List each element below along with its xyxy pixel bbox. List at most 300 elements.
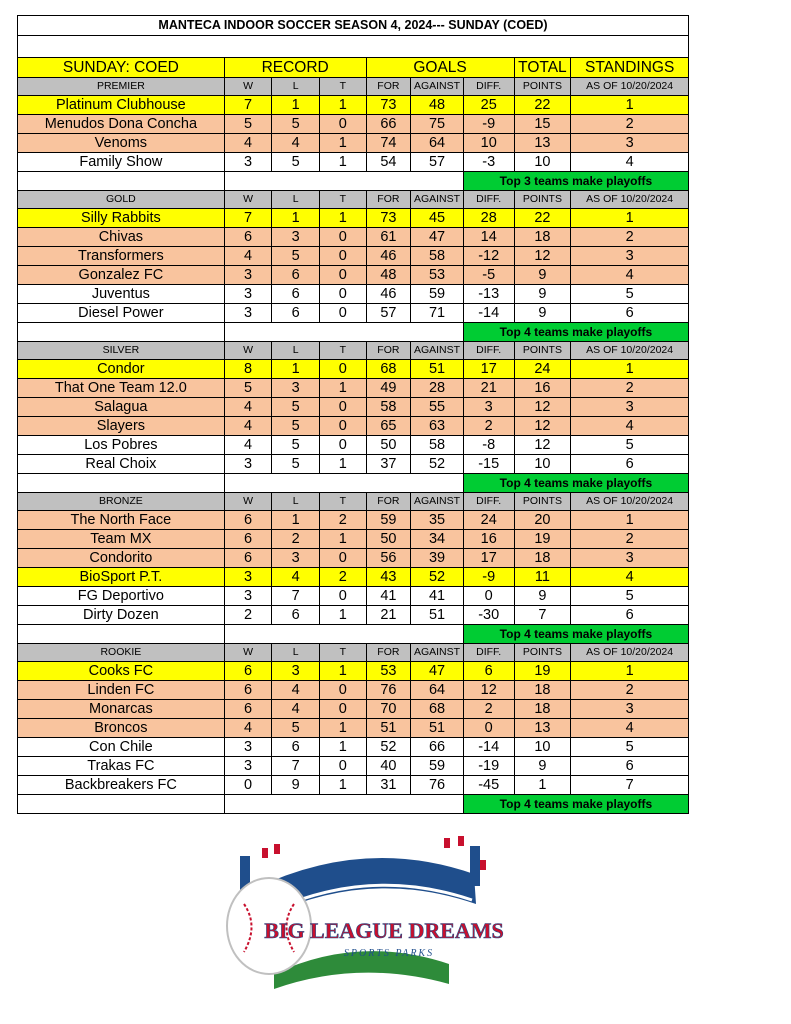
stat-for: 70 [366, 700, 411, 719]
stat-l: 9 [272, 776, 320, 795]
team-name: Dirty Dozen [18, 606, 225, 625]
team-name: Silly Rabbits [18, 209, 225, 228]
team-row [18, 398, 689, 417]
stat-against: 64 [411, 134, 464, 153]
stat-w: 3 [224, 266, 272, 285]
column-label: AS OF 10/20/2024 [571, 644, 689, 662]
stat-rank: 6 [571, 455, 689, 474]
stat-w: 4 [224, 417, 272, 436]
empty-cell [18, 795, 225, 814]
stat-against: 52 [411, 455, 464, 474]
stat-points: 22 [514, 96, 571, 115]
stat-against: 39 [411, 549, 464, 568]
stat-diff: -9 [463, 568, 514, 587]
division-name: SILVER [18, 342, 225, 360]
team-name: That One Team 12.0 [18, 379, 225, 398]
stat-diff: 2 [463, 700, 514, 719]
stat-points: 10 [514, 455, 571, 474]
stat-against: 63 [411, 417, 464, 436]
stat-points: 10 [514, 738, 571, 757]
team-row [18, 681, 689, 700]
stat-against: 68 [411, 700, 464, 719]
stat-points: 16 [514, 379, 571, 398]
stat-for: 51 [366, 719, 411, 738]
stat-t: 1 [319, 776, 366, 795]
stat-points: 18 [514, 228, 571, 247]
stat-w: 8 [224, 360, 272, 379]
team-name: Slayers [18, 417, 225, 436]
team-name: Condor [18, 360, 225, 379]
column-label: FOR [366, 644, 411, 662]
stat-for: 43 [366, 568, 411, 587]
stat-for: 50 [366, 530, 411, 549]
team-name: Linden FC [18, 681, 225, 700]
team-row [18, 247, 689, 266]
stat-l: 7 [272, 757, 320, 776]
stat-against: 66 [411, 738, 464, 757]
stat-t: 1 [319, 530, 366, 549]
stat-for: 59 [366, 511, 411, 530]
stat-against: 47 [411, 228, 464, 247]
stat-w: 7 [224, 209, 272, 228]
stat-points: 13 [514, 719, 571, 738]
stat-rank: 3 [571, 247, 689, 266]
stat-l: 7 [272, 587, 320, 606]
column-label: AS OF 10/20/2024 [571, 78, 689, 96]
stat-w: 2 [224, 606, 272, 625]
stat-w: 3 [224, 587, 272, 606]
empty-cell [18, 172, 225, 191]
stat-t: 1 [319, 738, 366, 757]
column-label: W [224, 191, 272, 209]
stat-t: 2 [319, 511, 366, 530]
division-header-row [18, 493, 689, 511]
stat-points: 12 [514, 436, 571, 455]
stat-t: 0 [319, 247, 366, 266]
stat-w: 6 [224, 511, 272, 530]
stat-w: 4 [224, 398, 272, 417]
big-league-dreams-logo [214, 834, 504, 994]
record-header: RECORD [224, 58, 366, 78]
column-label: W [224, 644, 272, 662]
team-name: The North Face [18, 511, 225, 530]
stat-against: 76 [411, 776, 464, 795]
column-label: DIFF. [463, 78, 514, 96]
stat-rank: 3 [571, 700, 689, 719]
stat-l: 3 [272, 662, 320, 681]
stat-t: 0 [319, 266, 366, 285]
stat-for: 74 [366, 134, 411, 153]
stat-l: 4 [272, 134, 320, 153]
stat-t: 0 [319, 417, 366, 436]
stat-against: 59 [411, 757, 464, 776]
stat-l: 2 [272, 530, 320, 549]
stat-against: 51 [411, 360, 464, 379]
stat-diff: 16 [463, 530, 514, 549]
standings-header: STANDINGS [571, 58, 689, 78]
column-label: DIFF. [463, 191, 514, 209]
stat-rank: 4 [571, 153, 689, 172]
stat-for: 73 [366, 96, 411, 115]
stat-t: 0 [319, 549, 366, 568]
stat-w: 7 [224, 96, 272, 115]
empty-cell [224, 323, 463, 342]
team-name: Gonzalez FC [18, 266, 225, 285]
empty-cell [224, 474, 463, 493]
division-header-row [18, 191, 689, 209]
column-label: FOR [366, 191, 411, 209]
stat-against: 45 [411, 209, 464, 228]
stat-diff: -5 [463, 266, 514, 285]
empty-cell [18, 474, 225, 493]
stat-for: 53 [366, 662, 411, 681]
stat-diff: -13 [463, 285, 514, 304]
stat-for: 21 [366, 606, 411, 625]
total-header: TOTAL [514, 58, 571, 78]
stat-diff: 24 [463, 511, 514, 530]
division-header-row [18, 78, 689, 96]
column-label: W [224, 493, 272, 511]
stat-against: 47 [411, 662, 464, 681]
stat-for: 50 [366, 436, 411, 455]
stat-against: 64 [411, 681, 464, 700]
stat-diff: -45 [463, 776, 514, 795]
team-row [18, 134, 689, 153]
stat-rank: 1 [571, 662, 689, 681]
stat-w: 3 [224, 568, 272, 587]
standings-table [17, 15, 689, 814]
stat-t: 1 [319, 134, 366, 153]
team-row [18, 549, 689, 568]
team-name: Venoms [18, 134, 225, 153]
stat-rank: 5 [571, 587, 689, 606]
stat-for: 56 [366, 549, 411, 568]
team-name: FG Deportivo [18, 587, 225, 606]
stat-points: 18 [514, 700, 571, 719]
stat-t: 1 [319, 455, 366, 474]
team-row [18, 757, 689, 776]
stat-w: 0 [224, 776, 272, 795]
stat-against: 57 [411, 153, 464, 172]
stat-t: 0 [319, 436, 366, 455]
stat-rank: 2 [571, 681, 689, 700]
stat-against: 75 [411, 115, 464, 134]
stat-w: 6 [224, 662, 272, 681]
team-row [18, 530, 689, 549]
stat-t: 1 [319, 209, 366, 228]
stat-points: 9 [514, 757, 571, 776]
stat-points: 7 [514, 606, 571, 625]
stat-l: 5 [272, 436, 320, 455]
stat-w: 6 [224, 530, 272, 549]
stat-for: 73 [366, 209, 411, 228]
stat-points: 9 [514, 285, 571, 304]
stat-rank: 3 [571, 134, 689, 153]
stat-points: 22 [514, 209, 571, 228]
stat-w: 6 [224, 228, 272, 247]
stat-t: 1 [319, 379, 366, 398]
column-label: AGAINST [411, 493, 464, 511]
column-label: T [319, 342, 366, 360]
team-row [18, 606, 689, 625]
stat-rank: 5 [571, 436, 689, 455]
stat-l: 3 [272, 228, 320, 247]
stat-l: 5 [272, 153, 320, 172]
empty-cell [224, 625, 463, 644]
stat-l: 6 [272, 606, 320, 625]
stat-t: 0 [319, 587, 366, 606]
stat-l: 3 [272, 549, 320, 568]
team-row [18, 455, 689, 474]
stat-for: 37 [366, 455, 411, 474]
stat-w: 3 [224, 757, 272, 776]
stat-w: 3 [224, 304, 272, 323]
stat-points: 19 [514, 530, 571, 549]
column-label: L [272, 342, 320, 360]
playoff-note: Top 4 teams make playoffs [463, 795, 688, 814]
stat-against: 51 [411, 606, 464, 625]
stat-rank: 7 [571, 776, 689, 795]
stat-l: 5 [272, 398, 320, 417]
column-label: POINTS [514, 191, 571, 209]
stat-w: 6 [224, 700, 272, 719]
column-label: POINTS [514, 644, 571, 662]
stat-against: 55 [411, 398, 464, 417]
stat-for: 58 [366, 398, 411, 417]
stat-diff: -14 [463, 738, 514, 757]
team-name: Con Chile [18, 738, 225, 757]
stat-for: 68 [366, 360, 411, 379]
stat-points: 12 [514, 398, 571, 417]
team-row [18, 228, 689, 247]
stat-w: 3 [224, 455, 272, 474]
stat-for: 46 [366, 285, 411, 304]
stat-points: 24 [514, 360, 571, 379]
stat-l: 5 [272, 115, 320, 134]
stat-w: 3 [224, 285, 272, 304]
stat-w: 4 [224, 247, 272, 266]
stat-points: 20 [514, 511, 571, 530]
stat-rank: 5 [571, 285, 689, 304]
stat-for: 46 [366, 247, 411, 266]
stat-for: 31 [366, 776, 411, 795]
stat-rank: 1 [571, 511, 689, 530]
team-row [18, 511, 689, 530]
stat-l: 1 [272, 96, 320, 115]
playoff-note: Top 4 teams make playoffs [463, 474, 688, 493]
stat-w: 5 [224, 379, 272, 398]
stat-t: 0 [319, 285, 366, 304]
stat-diff: 14 [463, 228, 514, 247]
division-header-row [18, 342, 689, 360]
division-name: BRONZE [18, 493, 225, 511]
stat-for: 41 [366, 587, 411, 606]
stat-against: 51 [411, 719, 464, 738]
stat-diff: 10 [463, 134, 514, 153]
stat-l: 5 [272, 455, 320, 474]
stat-for: 49 [366, 379, 411, 398]
stat-t: 0 [319, 360, 366, 379]
logo-name-text: BIG LEAGUE DREAMS [264, 918, 504, 943]
stat-t: 1 [319, 719, 366, 738]
stat-l: 6 [272, 266, 320, 285]
stat-l: 4 [272, 568, 320, 587]
playoff-note-row [18, 323, 689, 342]
stat-points: 9 [514, 304, 571, 323]
stat-for: 65 [366, 417, 411, 436]
goals-header: GOALS [366, 58, 514, 78]
stat-l: 3 [272, 379, 320, 398]
stat-against: 48 [411, 96, 464, 115]
stat-rank: 3 [571, 549, 689, 568]
stat-diff: 12 [463, 681, 514, 700]
stat-l: 6 [272, 304, 320, 323]
stat-diff: 3 [463, 398, 514, 417]
stat-t: 1 [319, 606, 366, 625]
stat-l: 5 [272, 247, 320, 266]
stat-diff: 2 [463, 417, 514, 436]
division-name: ROOKIE [18, 644, 225, 662]
stat-for: 66 [366, 115, 411, 134]
stat-t: 0 [319, 681, 366, 700]
stat-l: 1 [272, 511, 320, 530]
team-row [18, 417, 689, 436]
stat-for: 40 [366, 757, 411, 776]
stat-diff: 25 [463, 96, 514, 115]
team-row [18, 209, 689, 228]
team-row [18, 587, 689, 606]
column-label: FOR [366, 342, 411, 360]
column-label: W [224, 342, 272, 360]
column-label: FOR [366, 493, 411, 511]
stat-l: 5 [272, 719, 320, 738]
team-name: Monarcas [18, 700, 225, 719]
stat-t: 0 [319, 228, 366, 247]
stat-t: 0 [319, 757, 366, 776]
column-label: L [272, 493, 320, 511]
team-row [18, 436, 689, 455]
team-name: Platinum Clubhouse [18, 96, 225, 115]
stat-points: 18 [514, 549, 571, 568]
stat-for: 48 [366, 266, 411, 285]
stat-w: 5 [224, 115, 272, 134]
stat-rank: 3 [571, 398, 689, 417]
team-row [18, 379, 689, 398]
team-row [18, 360, 689, 379]
stat-against: 28 [411, 379, 464, 398]
stat-t: 0 [319, 115, 366, 134]
stat-l: 1 [272, 360, 320, 379]
column-label: AS OF 10/20/2024 [571, 191, 689, 209]
stat-rank: 6 [571, 606, 689, 625]
stat-points: 15 [514, 115, 571, 134]
stat-against: 59 [411, 285, 464, 304]
playoff-note-row [18, 795, 689, 814]
column-label: AGAINST [411, 342, 464, 360]
stat-l: 5 [272, 417, 320, 436]
division-name: GOLD [18, 191, 225, 209]
stat-l: 4 [272, 700, 320, 719]
stat-diff: 0 [463, 587, 514, 606]
stat-diff: -19 [463, 757, 514, 776]
empty-cell [18, 323, 225, 342]
team-name: Team MX [18, 530, 225, 549]
column-label: W [224, 78, 272, 96]
stat-l: 4 [272, 681, 320, 700]
stat-rank: 2 [571, 115, 689, 134]
stat-points: 13 [514, 134, 571, 153]
stat-points: 11 [514, 568, 571, 587]
blank-row [18, 36, 689, 58]
stat-rank: 4 [571, 568, 689, 587]
stat-rank: 1 [571, 209, 689, 228]
stat-diff: 17 [463, 360, 514, 379]
team-name: Chivas [18, 228, 225, 247]
stat-against: 58 [411, 247, 464, 266]
stat-diff: -12 [463, 247, 514, 266]
stat-against: 58 [411, 436, 464, 455]
team-row [18, 662, 689, 681]
stat-l: 6 [272, 285, 320, 304]
empty-cell [224, 795, 463, 814]
team-name: Transformers [18, 247, 225, 266]
stat-against: 35 [411, 511, 464, 530]
column-label: FOR [366, 78, 411, 96]
stat-diff: -15 [463, 455, 514, 474]
stat-diff: -3 [463, 153, 514, 172]
stat-rank: 4 [571, 266, 689, 285]
stat-w: 4 [224, 436, 272, 455]
column-label: AGAINST [411, 191, 464, 209]
stat-rank: 4 [571, 719, 689, 738]
stat-t: 2 [319, 568, 366, 587]
team-row [18, 700, 689, 719]
stat-w: 3 [224, 153, 272, 172]
stat-points: 12 [514, 247, 571, 266]
stat-l: 1 [272, 209, 320, 228]
stat-points: 19 [514, 662, 571, 681]
team-name: Los Pobres [18, 436, 225, 455]
team-name: Backbreakers FC [18, 776, 225, 795]
stat-w: 3 [224, 738, 272, 757]
empty-cell [18, 625, 225, 644]
column-label: AS OF 10/20/2024 [571, 342, 689, 360]
column-label: AS OF 10/20/2024 [571, 493, 689, 511]
stat-points: 9 [514, 266, 571, 285]
team-row [18, 115, 689, 134]
stat-for: 76 [366, 681, 411, 700]
stat-t: 1 [319, 662, 366, 681]
division-name: PREMIER [18, 78, 225, 96]
stat-diff: 28 [463, 209, 514, 228]
logo-tagline-text: SPORTS PARKS [343, 948, 435, 959]
team-row [18, 285, 689, 304]
stat-diff: -14 [463, 304, 514, 323]
team-row [18, 568, 689, 587]
playoff-note-row [18, 474, 689, 493]
stat-diff: 21 [463, 379, 514, 398]
stat-t: 1 [319, 96, 366, 115]
stat-against: 52 [411, 568, 464, 587]
stat-points: 10 [514, 153, 571, 172]
stat-for: 52 [366, 738, 411, 757]
stat-rank: 2 [571, 530, 689, 549]
column-label: T [319, 644, 366, 662]
stat-diff: 17 [463, 549, 514, 568]
playoff-note: Top 4 teams make playoffs [463, 625, 688, 644]
column-label: DIFF. [463, 644, 514, 662]
stat-diff: 6 [463, 662, 514, 681]
